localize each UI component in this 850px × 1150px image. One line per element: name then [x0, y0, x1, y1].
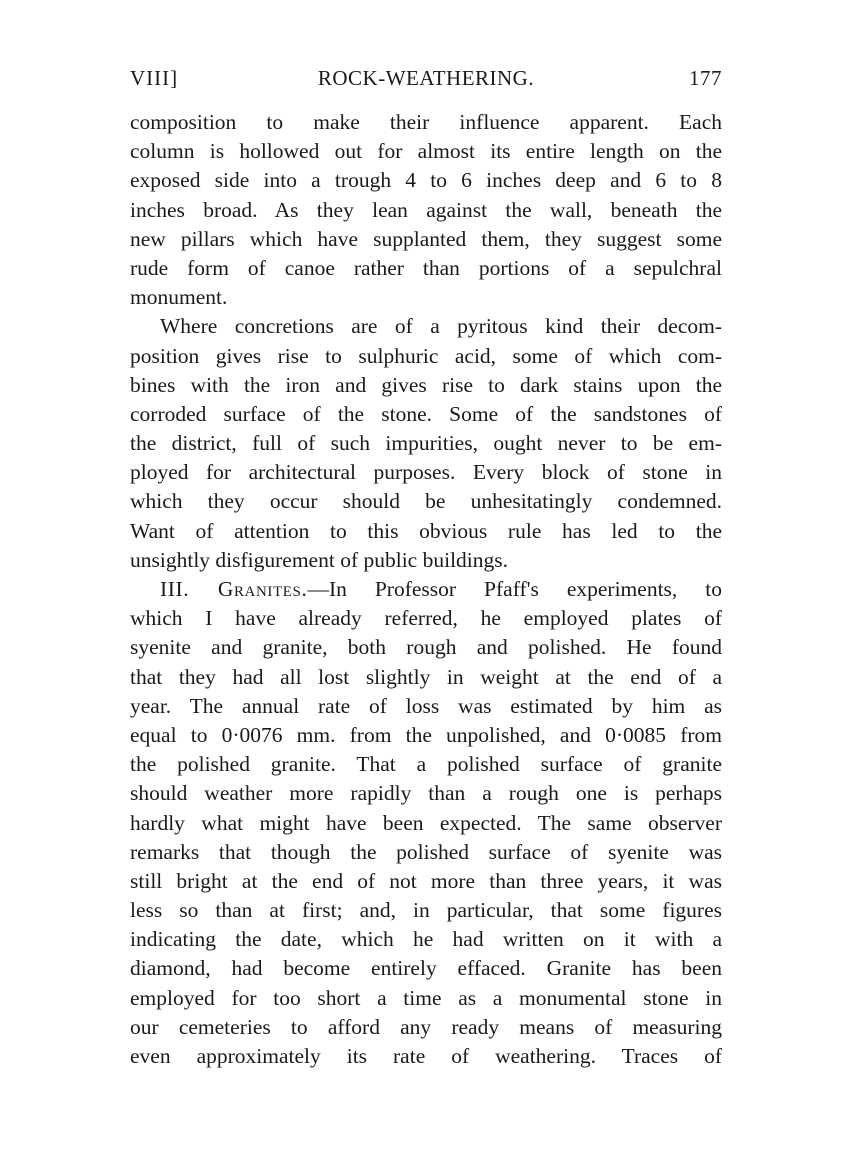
body-text: [130, 108, 722, 1071]
text-line: monument.: [130, 285, 228, 310]
text-line: which I have already referred, he employed plates of: [130, 606, 722, 631]
text-line: should weather more rapidly than a rough one is perhaps: [130, 781, 722, 806]
section-heading: III. Granites.: [160, 577, 308, 601]
running-head: [130, 66, 722, 96]
page-number: 177: [689, 66, 722, 90]
text-line: the polished granite. That a polished surface of granite: [130, 752, 722, 777]
text-line: rude form of canoe rather than portions of a sepulchral: [130, 255, 722, 280]
text-line: composition to make their influence apparent. Each: [130, 110, 722, 134]
text-line: corroded surface of the stone. Some of the sandstones of: [130, 401, 722, 426]
text-line: unsightly disfigurement of public buildings.: [130, 547, 509, 572]
text-line: new pillars which have supplanted them, they suggest some: [130, 226, 722, 251]
text-line: Where concretions are of a pyritous kind their decom-: [160, 314, 722, 339]
text-line: remarks that though the polished surface of syenite was: [130, 839, 722, 864]
text-line: the district, full of such impurities, ought never to be em-: [130, 431, 722, 456]
running-title: ROCK-WEATHERING.: [317, 66, 535, 90]
text-line: position gives rise to sulphuric acid, some of which com-: [130, 343, 722, 368]
text-line: hardly what might have been expected. The same observer: [130, 810, 722, 835]
text-line: which they occur should be unhesitatingly condemned.: [130, 489, 722, 514]
text-line: ployed for architectural purposes. Every block of stone in: [130, 460, 722, 485]
text-line: year. The annual rate of loss was estimated by him as: [130, 693, 722, 718]
text-line: syenite and granite, both rough and polished. He found: [130, 635, 722, 660]
text-line: employed for too short a time as a monumental stone in: [130, 985, 722, 1010]
text-line: exposed side into a trough 4 to 6 inches deep and 6 to 8: [130, 168, 722, 193]
text-line: Want of attention to this obvious rule has led to the: [130, 518, 722, 543]
text-line-rest: —In Professor Pfaff's experiments, to: [307, 577, 722, 601]
text-line: [130, 575, 722, 604]
text-line: column is hollowed out for almost its entire length on the: [130, 139, 722, 164]
text-line: our cemeteries to afford any ready means of measuring: [130, 1014, 722, 1039]
text-line: equal to 0·0076 mm. from the unpolished, and 0·0085 from: [130, 722, 722, 747]
text-line: still bright at the end of not more than three years, it was: [130, 868, 722, 893]
text-line: inches broad. As they lean against the wall, beneath the: [130, 197, 722, 222]
text-line: indicating the date, which he had written on it with a: [130, 927, 722, 952]
text-line: even approximately its rate of weathering. Traces of: [130, 1044, 722, 1068]
text-line: bines with the iron and gives rise to dark stains upon the: [130, 372, 722, 397]
text-line: that they had all lost slightly in weight at the end of a: [130, 664, 722, 689]
text-line: diamond, had become entirely effaced. Granite has been: [130, 956, 722, 981]
chapter-number: VIII]: [130, 66, 179, 90]
text-line: less so than at first; and, in particular, that some figures: [130, 898, 722, 923]
